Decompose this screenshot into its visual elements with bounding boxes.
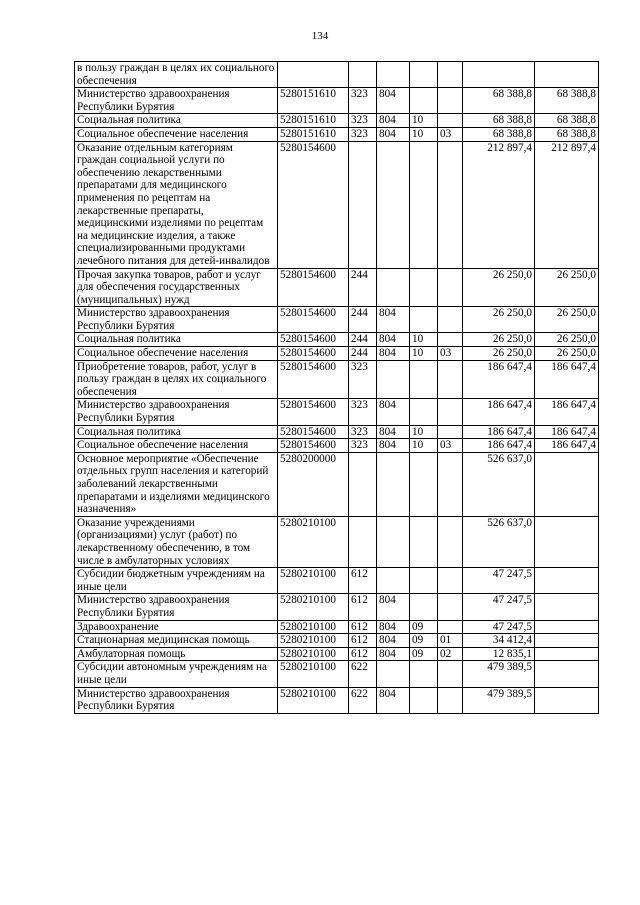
row-name-cell: Социальная политика — [75, 425, 278, 439]
subsection-code-cell — [438, 114, 463, 128]
row-name-cell: Социальное обеспечение населения — [75, 127, 278, 141]
amount-year1-cell: 68 388,8 — [463, 88, 535, 114]
amount-year1-cell: 186 647,4 — [463, 399, 535, 425]
section-code-cell: 09 — [410, 634, 438, 648]
target-article-code-cell — [278, 62, 349, 88]
amount-year2-cell — [535, 620, 599, 634]
table-row — [75, 568, 599, 594]
section-code-cell — [410, 307, 438, 333]
amount-year1-cell: 12 835,1 — [463, 647, 535, 661]
expense-type-code-cell: 244 — [349, 268, 377, 307]
target-article-code-cell: 5280151610 — [278, 88, 349, 114]
expense-type-code-cell — [349, 452, 377, 516]
row-name-cell: Социальная политика — [75, 333, 278, 347]
amount-year2-cell — [535, 62, 599, 88]
table-row — [75, 268, 599, 307]
amount-year2-cell: 26 250,0 — [535, 347, 599, 361]
section-code-cell — [410, 62, 438, 88]
amount-year1-cell: 186 647,4 — [463, 360, 535, 399]
table-row — [75, 425, 599, 439]
target-article-code-cell: 5280154600 — [278, 425, 349, 439]
target-article-code-cell: 5280210100 — [278, 647, 349, 661]
table-row — [75, 347, 599, 361]
amount-year1-cell: 47 247,5 — [463, 568, 535, 594]
amount-year2-cell — [535, 661, 599, 687]
amount-year2-cell: 186 647,4 — [535, 399, 599, 425]
target-article-code-cell: 5280154600 — [278, 347, 349, 361]
target-article-code-cell: 5280210100 — [278, 634, 349, 648]
ministry-code-cell — [377, 516, 410, 567]
target-article-code-cell: 5280151610 — [278, 114, 349, 128]
row-name-cell: Министерство здравоохранения Республики Бурятия — [75, 307, 278, 333]
row-name-cell: Министерство здравоохранения Республики Бурятия — [75, 88, 278, 114]
amount-year2-cell — [535, 452, 599, 516]
target-article-code-cell: 5280200000 — [278, 452, 349, 516]
subsection-code-cell — [438, 62, 463, 88]
ministry-code-cell: 804 — [377, 425, 410, 439]
section-code-cell — [410, 687, 438, 713]
amount-year2-cell: 212 897,4 — [535, 141, 599, 268]
amount-year1-cell: 47 247,5 — [463, 594, 535, 620]
amount-year1-cell: 26 250,0 — [463, 333, 535, 347]
subsection-code-cell — [438, 307, 463, 333]
section-code-cell: 10 — [410, 114, 438, 128]
table-row — [75, 307, 599, 333]
amount-year1-cell: 26 250,0 — [463, 307, 535, 333]
table-row — [75, 620, 599, 634]
expense-type-code-cell: 622 — [349, 687, 377, 713]
ministry-code-cell: 804 — [377, 347, 410, 361]
amount-year2-cell: 26 250,0 — [535, 268, 599, 307]
table-row — [75, 594, 599, 620]
row-name-cell: Стационарная медицинская помощь — [75, 634, 278, 648]
row-name-cell: в пользу граждан в целях их социального обеспечения — [75, 62, 278, 88]
expense-type-code-cell: 612 — [349, 568, 377, 594]
row-name-cell: Приобретение товаров, работ, услуг в пользу граждан в целях их социального обеспечения — [75, 360, 278, 399]
section-code-cell — [410, 88, 438, 114]
section-code-cell: 10 — [410, 425, 438, 439]
subsection-code-cell: 03 — [438, 439, 463, 453]
amount-year2-cell — [535, 594, 599, 620]
amount-year1-cell: 479 389,5 — [463, 661, 535, 687]
section-code-cell — [410, 594, 438, 620]
subsection-code-cell: 01 — [438, 634, 463, 648]
ministry-code-cell: 804 — [377, 127, 410, 141]
target-article-code-cell: 5280154600 — [278, 307, 349, 333]
amount-year1-cell: 526 637,0 — [463, 516, 535, 567]
amount-year2-cell: 26 250,0 — [535, 333, 599, 347]
section-code-cell: 10 — [410, 333, 438, 347]
table-row — [75, 439, 599, 453]
amount-year1-cell: 212 897,4 — [463, 141, 535, 268]
subsection-code-cell — [438, 568, 463, 594]
row-name-cell: Министерство здравоохранения Республики Бурятия — [75, 399, 278, 425]
subsection-code-cell — [438, 333, 463, 347]
table-row — [75, 141, 599, 268]
target-article-code-cell: 5280154600 — [278, 399, 349, 425]
ministry-code-cell — [377, 452, 410, 516]
row-name-cell: Оказание отдельным категориям граждан социальной услуги по обеспечению лекарственными препаратами для медицинского применения по рецептам на лекарственные препараты, медицинскими изделиями по рецептам на медицинские изделия, а также специализированными продуктами лечебного питания для детей-инвалидов — [75, 141, 278, 268]
table-row — [75, 114, 599, 128]
table-row — [75, 516, 599, 567]
table-row — [75, 360, 599, 399]
table-row — [75, 687, 599, 713]
subsection-code-cell — [438, 360, 463, 399]
row-name-cell: Основное мероприятие «Обеспечение отдельных групп населения и категорий заболеваний лекарственными препаратами и изделиями медицинского назначения» — [75, 452, 278, 516]
ministry-code-cell — [377, 62, 410, 88]
amount-year1-cell: 26 250,0 — [463, 347, 535, 361]
table-row — [75, 634, 599, 648]
row-name-cell: Социальная политика — [75, 114, 278, 128]
expense-type-code-cell: 323 — [349, 439, 377, 453]
subsection-code-cell: 03 — [438, 127, 463, 141]
expense-type-code-cell: 323 — [349, 360, 377, 399]
expense-type-code-cell: 612 — [349, 620, 377, 634]
expense-type-code-cell: 244 — [349, 333, 377, 347]
section-code-cell — [410, 568, 438, 594]
subsection-code-cell: 02 — [438, 647, 463, 661]
expense-type-code-cell: 244 — [349, 307, 377, 333]
ministry-code-cell: 804 — [377, 399, 410, 425]
amount-year2-cell — [535, 634, 599, 648]
budget-table — [74, 61, 599, 714]
section-code-cell: 10 — [410, 439, 438, 453]
target-article-code-cell: 5280154600 — [278, 439, 349, 453]
amount-year2-cell: 186 647,4 — [535, 360, 599, 399]
target-article-code-cell: 5280154600 — [278, 333, 349, 347]
ministry-code-cell — [377, 360, 410, 399]
subsection-code-cell — [438, 687, 463, 713]
section-code-cell: 09 — [410, 647, 438, 661]
table-row — [75, 452, 599, 516]
section-code-cell — [410, 360, 438, 399]
subsection-code-cell — [438, 594, 463, 620]
target-article-code-cell: 5280210100 — [278, 516, 349, 567]
table-row — [75, 661, 599, 687]
ministry-code-cell: 804 — [377, 307, 410, 333]
section-code-cell — [410, 452, 438, 516]
amount-year1-cell: 34 412,4 — [463, 634, 535, 648]
target-article-code-cell: 5280210100 — [278, 620, 349, 634]
table-row — [75, 88, 599, 114]
expense-type-code-cell: 612 — [349, 647, 377, 661]
row-name-cell: Субсидии автономным учреждениям на иные цели — [75, 661, 278, 687]
amount-year1-cell: 526 637,0 — [463, 452, 535, 516]
row-name-cell: Амбулаторная помощь — [75, 647, 278, 661]
ministry-code-cell: 804 — [377, 333, 410, 347]
amount-year1-cell: 186 647,4 — [463, 425, 535, 439]
row-name-cell: Здравоохранение — [75, 620, 278, 634]
section-code-cell — [410, 516, 438, 567]
row-name-cell: Министерство здравоохранения Республики Бурятия — [75, 687, 278, 713]
section-code-cell — [410, 268, 438, 307]
ministry-code-cell — [377, 268, 410, 307]
subsection-code-cell — [438, 516, 463, 567]
target-article-code-cell: 5280210100 — [278, 568, 349, 594]
table-row — [75, 127, 599, 141]
amount-year1-cell: 47 247,5 — [463, 620, 535, 634]
ministry-code-cell: 804 — [377, 594, 410, 620]
section-code-cell — [410, 141, 438, 268]
amount-year1-cell: 68 388,8 — [463, 127, 535, 141]
subsection-code-cell — [438, 141, 463, 268]
subsection-code-cell — [438, 88, 463, 114]
expense-type-code-cell: 612 — [349, 594, 377, 620]
ministry-code-cell — [377, 141, 410, 268]
ministry-code-cell: 804 — [377, 620, 410, 634]
ministry-code-cell: 804 — [377, 687, 410, 713]
subsection-code-cell — [438, 399, 463, 425]
row-name-cell: Субсидии бюджетным учреждениям на иные цели — [75, 568, 278, 594]
expense-type-code-cell: 612 — [349, 634, 377, 648]
target-article-code-cell: 5280154600 — [278, 360, 349, 399]
section-code-cell: 09 — [410, 620, 438, 634]
subsection-code-cell: 03 — [438, 347, 463, 361]
table-row — [75, 333, 599, 347]
target-article-code-cell: 5280210100 — [278, 687, 349, 713]
ministry-code-cell — [377, 661, 410, 687]
page-number: 134 — [311, 30, 329, 42]
ministry-code-cell: 804 — [377, 634, 410, 648]
ministry-code-cell — [377, 568, 410, 594]
ministry-code-cell: 804 — [377, 114, 410, 128]
expense-type-code-cell: 323 — [349, 88, 377, 114]
subsection-code-cell — [438, 620, 463, 634]
section-code-cell — [410, 661, 438, 687]
expense-type-code-cell: 323 — [349, 425, 377, 439]
section-code-cell: 10 — [410, 347, 438, 361]
row-name-cell: Оказание учреждениями (организациями) услуг (работ) по лекарственному обеспечению, в том числе в амбулаторных условиях — [75, 516, 278, 567]
amount-year2-cell — [535, 516, 599, 567]
target-article-code-cell: 5280154600 — [278, 141, 349, 268]
amount-year1-cell: 479 389,5 — [463, 687, 535, 713]
ministry-code-cell: 804 — [377, 647, 410, 661]
expense-type-code-cell: 323 — [349, 399, 377, 425]
amount-year2-cell: 186 647,4 — [535, 425, 599, 439]
amount-year1-cell: 26 250,0 — [463, 268, 535, 307]
table-body — [75, 62, 599, 714]
target-article-code-cell: 5280151610 — [278, 127, 349, 141]
amount-year2-cell: 68 388,8 — [535, 127, 599, 141]
ministry-code-cell: 804 — [377, 439, 410, 453]
amount-year2-cell: 26 250,0 — [535, 307, 599, 333]
target-article-code-cell: 5280154600 — [278, 268, 349, 307]
row-name-cell: Прочая закупка товаров, работ и услуг для обеспечения государственных (муниципальных) нужд — [75, 268, 278, 307]
table-row — [75, 399, 599, 425]
row-name-cell: Министерство здравоохранения Республики Бурятия — [75, 594, 278, 620]
subsection-code-cell — [438, 661, 463, 687]
section-code-cell: 10 — [410, 127, 438, 141]
expense-type-code-cell: 622 — [349, 661, 377, 687]
subsection-code-cell — [438, 425, 463, 439]
expense-type-code-cell — [349, 141, 377, 268]
section-code-cell — [410, 399, 438, 425]
target-article-code-cell: 5280210100 — [278, 661, 349, 687]
expense-type-code-cell: 244 — [349, 347, 377, 361]
amount-year2-cell — [535, 687, 599, 713]
expense-type-code-cell: 323 — [349, 114, 377, 128]
subsection-code-cell — [438, 268, 463, 307]
amount-year2-cell: 68 388,8 — [535, 88, 599, 114]
expense-type-code-cell: 323 — [349, 127, 377, 141]
expense-type-code-cell — [349, 62, 377, 88]
subsection-code-cell — [438, 452, 463, 516]
amount-year2-cell — [535, 568, 599, 594]
amount-year1-cell: 186 647,4 — [463, 439, 535, 453]
amount-year2-cell: 68 388,8 — [535, 114, 599, 128]
amount-year2-cell — [535, 647, 599, 661]
amount-year2-cell: 186 647,4 — [535, 439, 599, 453]
target-article-code-cell: 5280210100 — [278, 594, 349, 620]
ministry-code-cell: 804 — [377, 88, 410, 114]
amount-year1-cell — [463, 62, 535, 88]
table-row — [75, 647, 599, 661]
table-row — [75, 62, 599, 88]
amount-year1-cell: 68 388,8 — [463, 114, 535, 128]
row-name-cell: Социальное обеспечение населения — [75, 347, 278, 361]
row-name-cell: Социальное обеспечение населения — [75, 439, 278, 453]
expense-type-code-cell — [349, 516, 377, 567]
